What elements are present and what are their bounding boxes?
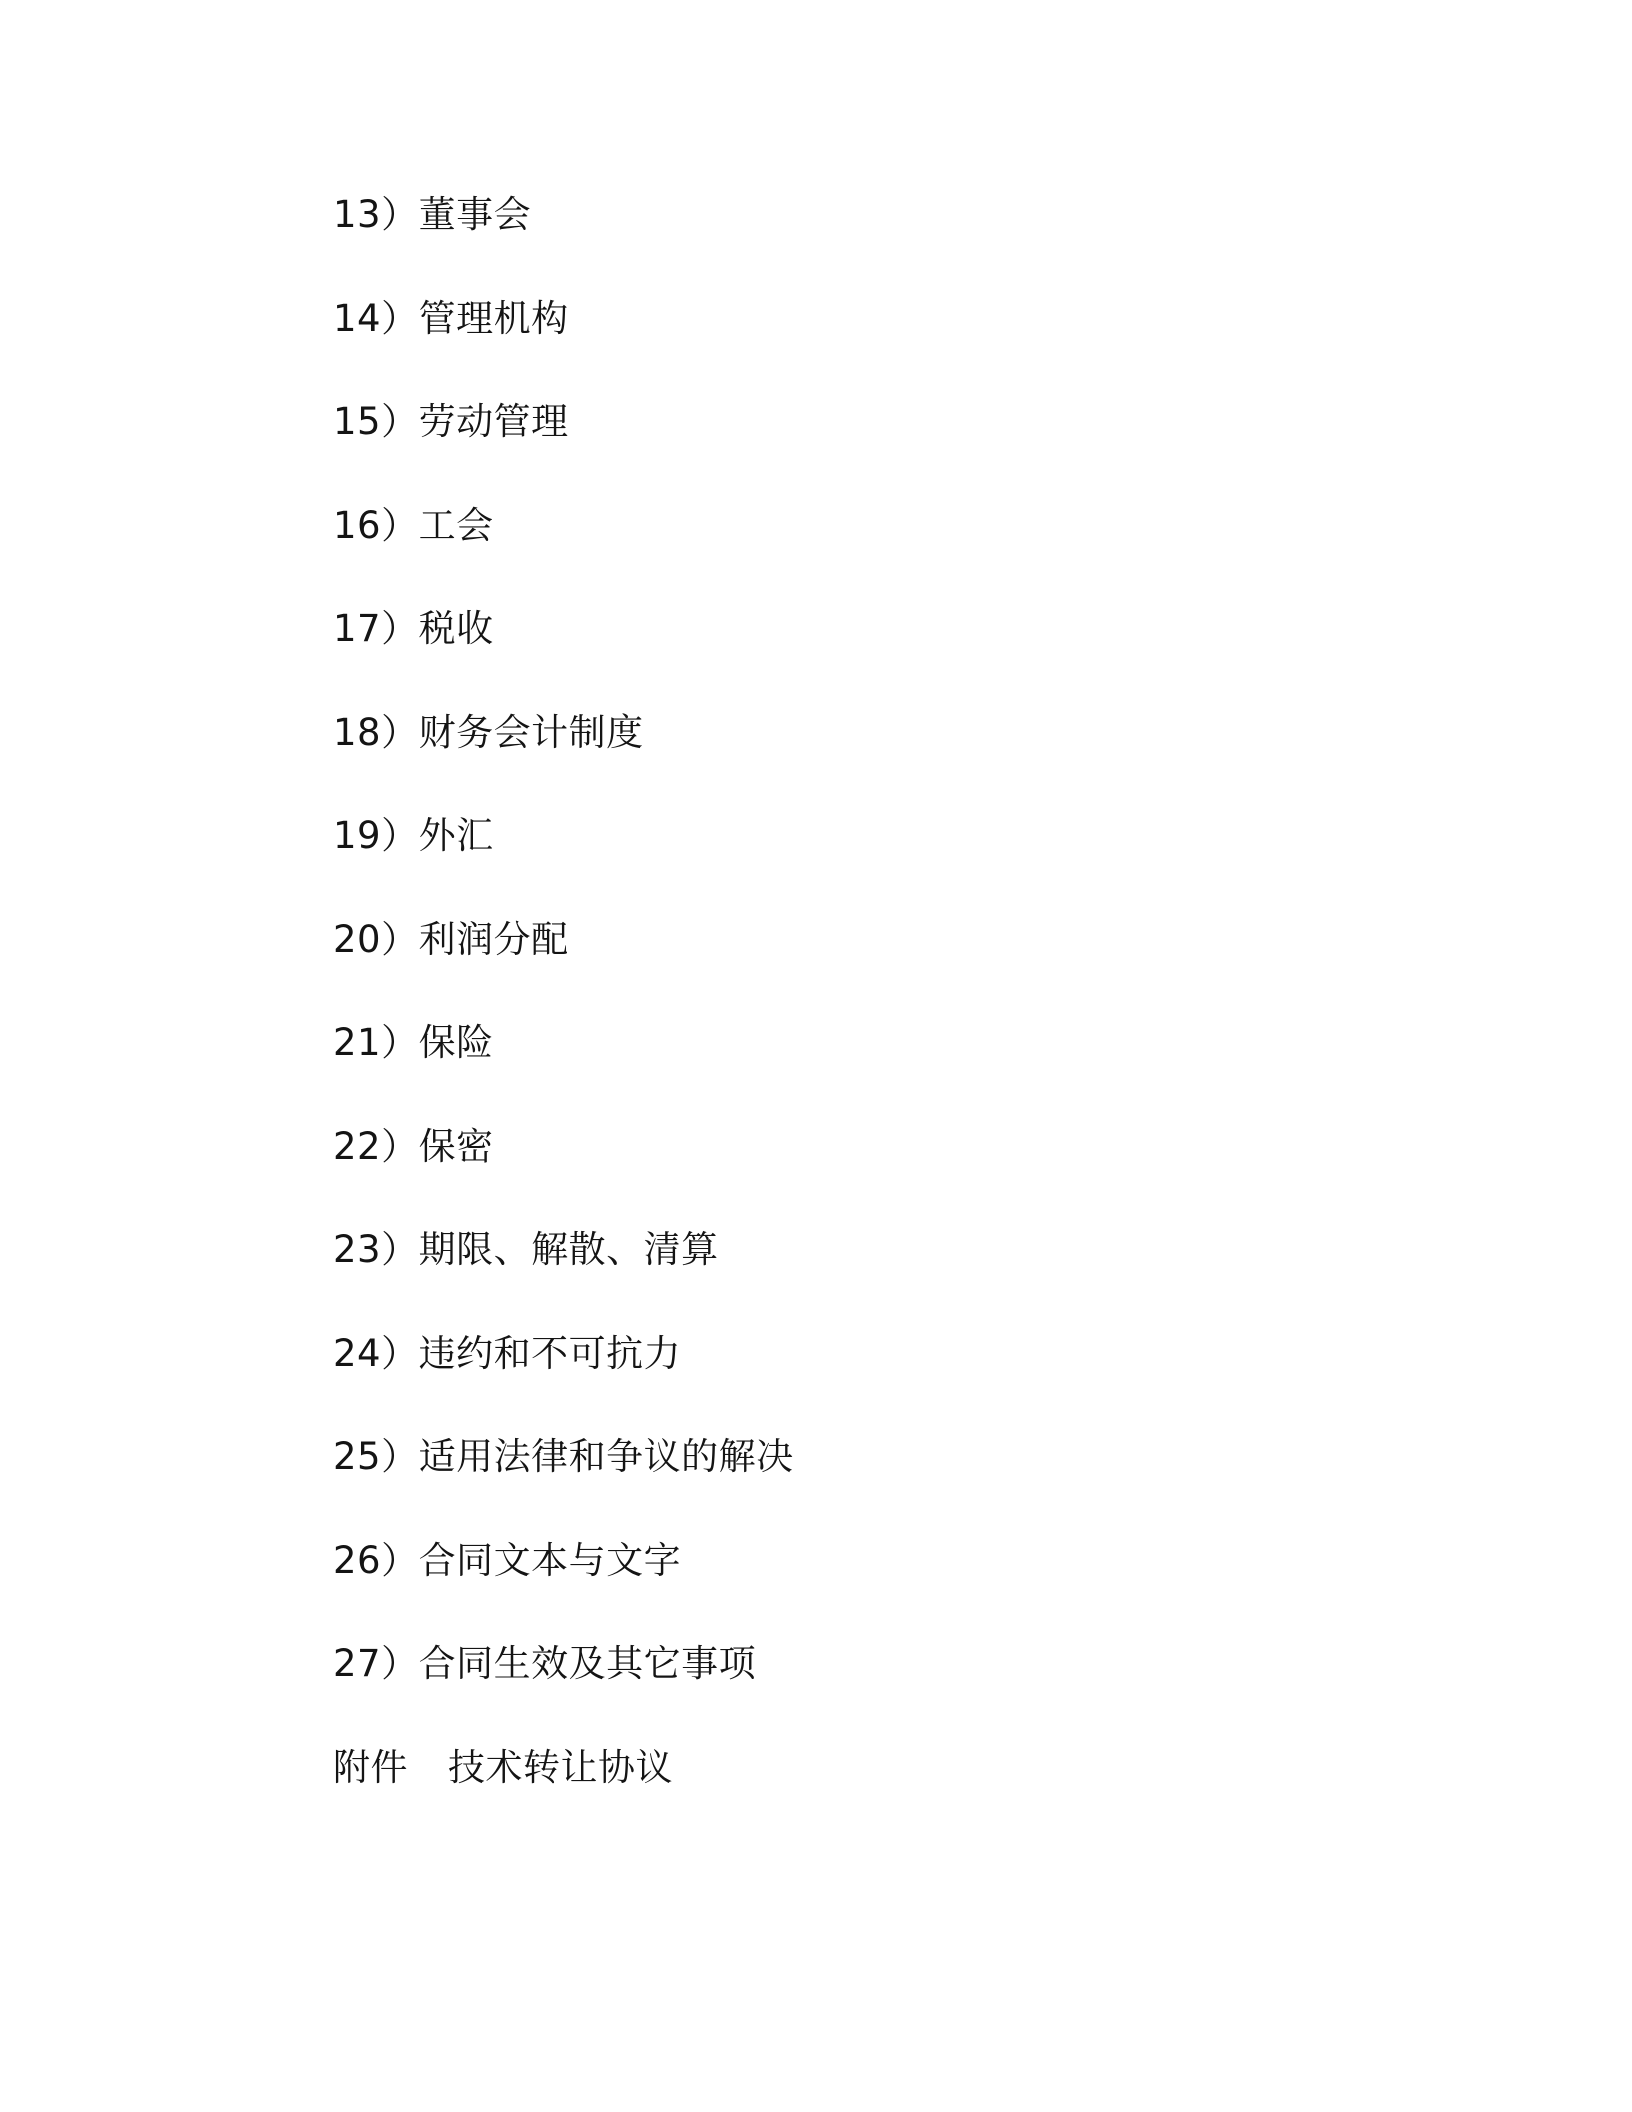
toc-item-text: 管理机构 [418, 296, 569, 340]
toc-item-text: 合同生效及其它事项 [418, 1642, 757, 1685]
toc-item [333, 1112, 1333, 1216]
toc-item [333, 491, 1333, 595]
toc-item-number: 20） [333, 917, 419, 961]
toc-item-text: 财务会计制度 [418, 710, 644, 754]
toc-item-number: 27） [333, 1642, 419, 1685]
toc-item-text: 董事会 [418, 193, 532, 236]
toc-item-text: 期限、解散、清算 [418, 1228, 719, 1271]
toc-item-number: 13） [333, 193, 419, 236]
toc-item-number: 15） [333, 400, 419, 443]
toc-item-number: 16） [333, 503, 419, 547]
toc-item-text: 保险 [418, 1021, 494, 1064]
toc-item-text: 违约和不可抗力 [418, 1331, 682, 1375]
toc-item [333, 698, 1333, 802]
toc-item-text: 税收 [418, 607, 494, 650]
toc-item-text: 工会 [418, 503, 494, 547]
toc-item-number: 14） [333, 296, 419, 340]
toc-item [333, 801, 1333, 905]
toc-item-number: 26） [333, 1538, 419, 1582]
toc-item-text: 保密 [418, 1124, 494, 1168]
toc-item [333, 1319, 1333, 1423]
toc-item-text: 劳动管理 [418, 400, 569, 443]
toc-item-text: 适用法律和争议的解决 [418, 1435, 794, 1478]
toc-item-text: 外汇 [418, 814, 494, 857]
toc-item [333, 1215, 1333, 1319]
toc-list [333, 180, 1333, 1733]
attachment-line [333, 1733, 673, 1803]
toc-item [333, 284, 1333, 388]
toc-item-number: 24） [333, 1331, 419, 1375]
toc-item [333, 1526, 1333, 1630]
toc-item-number: 25） [333, 1435, 419, 1478]
toc-item-text: 合同文本与文字 [418, 1538, 682, 1582]
toc-item [333, 1629, 1333, 1733]
toc-item-number: 17） [333, 607, 419, 650]
toc-item-number: 21） [333, 1021, 419, 1064]
toc-item [333, 905, 1333, 1009]
toc-item-number: 23） [333, 1228, 419, 1271]
toc-item [333, 180, 1333, 284]
toc-item [333, 1422, 1333, 1526]
toc-item-number: 19） [333, 814, 419, 857]
toc-item [333, 387, 1333, 491]
toc-item-number: 18） [333, 710, 419, 754]
attachment-title: 技术转让协议 [448, 1746, 673, 1789]
toc-item-text: 利润分配 [418, 917, 569, 961]
toc-item [333, 594, 1333, 698]
attachment-label: 附件 [333, 1746, 408, 1789]
toc-item-number: 22） [333, 1124, 419, 1168]
toc-item [333, 1008, 1333, 1112]
